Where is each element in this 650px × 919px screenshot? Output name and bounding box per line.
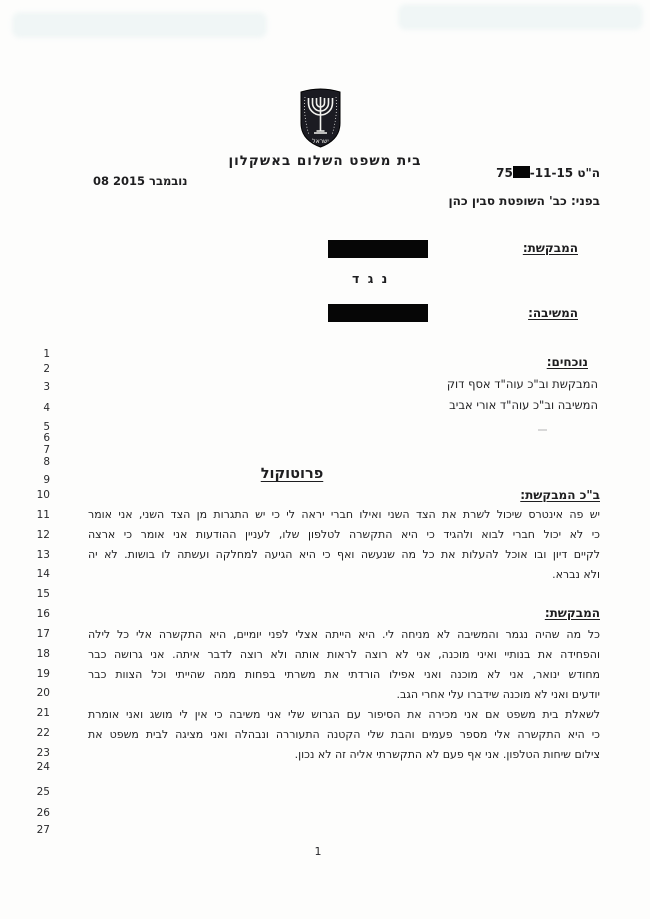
margin-line-number: 8: [43, 456, 50, 468]
judge-line: בפני: כב' השופטת סבין כהן: [448, 194, 600, 208]
attendees-list: [447, 374, 598, 416]
case-number-end: -11-15: [529, 166, 574, 180]
margin-line-number: 10: [36, 489, 50, 501]
margin-line-number: 15: [36, 588, 50, 600]
protocol-text-line: יודעים ואני לא מוכנה שידברו עלי אחרי הגב.: [396, 688, 600, 701]
margin-line-number: 16: [36, 608, 50, 620]
margin-line-number: 14: [36, 568, 50, 580]
protocol-text-line: צילום שיחות הטלפון. אני אף פעם לא התקשרתי אליה זה לא נכון.: [294, 748, 600, 761]
protocol-text-line: כי לא יכול חברי לבוא ולהגיד כי היא התקשרה לטלפון שלו, לעניין ההודעות אני אומר כי ארצה: [88, 528, 600, 541]
margin-line-number: 26: [36, 807, 50, 819]
margin-line-number: 4: [43, 402, 50, 414]
margin-line-number: 12: [36, 529, 50, 541]
attendees-heading: נוכחים:: [546, 355, 588, 369]
scan-artifact-dash: [538, 429, 547, 431]
margin-line-number: 1: [43, 348, 50, 360]
margin-line-number: 7: [43, 444, 50, 456]
applicant-statement-paragraph-2: [88, 705, 600, 765]
attendee-line: המשיבה וב"כ עוה"ד אורי אביב: [449, 398, 598, 412]
margin-line-number: 3: [43, 381, 50, 393]
margin-line-number: 21: [36, 707, 50, 719]
page-number: 1: [314, 845, 322, 858]
attendee-line: המבקשת וב"כ עוה"ד אסף דוק: [446, 377, 598, 391]
case-number-line: [496, 166, 600, 180]
margin-line-numbers: [0, 0, 50, 919]
margin-line-number: 27: [36, 824, 50, 836]
respondent-name-redaction-box: [328, 304, 428, 322]
margin-line-number: 18: [36, 648, 50, 660]
margin-line-number: 2: [43, 363, 50, 375]
margin-line-number: 20: [36, 687, 50, 699]
case-number-redaction: [513, 166, 530, 178]
protocol-text-line: כי היא התקשרה אלי מספר פעמים והבת שלי הקטנה התעוררה ונבהלה ואני מציגה לבית משפט את: [88, 728, 600, 741]
court-name: בית משפט השלום באשקלון: [228, 153, 422, 169]
protocol-text-line: ולא נברא.: [552, 568, 600, 581]
scan-smudge-top-left: [12, 12, 267, 38]
protocol-text-line: לשאלת בית משפט אם אני מכירה את הסיפור עם הגרוש שלי אני משיבה כי אין לי מושג ואני אומרת: [88, 708, 600, 721]
applicant-statement-paragraph-1: [88, 625, 600, 705]
protocol-title: פרוטוקול: [260, 466, 324, 482]
svg-text:ישראל: ישראל: [312, 138, 329, 145]
israel-state-emblem-icon: [299, 85, 342, 153]
margin-line-number: 24: [36, 761, 50, 773]
counsel-for-applicant-heading: ב"כ המבקשת:: [520, 488, 600, 502]
protocol-text-line: והפחידה את בנותיי ואיני מוכנה, אני לא רוצה לראות אותה ולא רוצה לדבר איתה. אני גרושה כבר: [88, 648, 600, 661]
margin-line-number: 19: [36, 668, 50, 680]
margin-line-number: 11: [36, 509, 50, 521]
counsel-statement-paragraph: [88, 505, 600, 585]
versus-label: נ ג ד: [352, 271, 390, 286]
protocol-text-line: לקיים דיון ובו אוכל להעלות את כל מה שנעשה ואף כי היא הגיעה למחלקה ועשתה לו בושות. לא יה: [88, 548, 600, 561]
applicant-statement-heading: המבקשת:: [544, 606, 600, 620]
margin-line-number: 9: [43, 474, 50, 486]
respondent-label: המשיבה:: [528, 306, 578, 320]
margin-line-number: 22: [36, 727, 50, 739]
applicant-name-redaction-box: [328, 240, 428, 258]
protocol-text-line: מחודש ינואר, אני לא מוכנה ואני אפילו הורדתי את משרתי בפחות ממה שהייתי וכל הצוות כבר: [88, 668, 600, 681]
hearing-date: 08 נובמבר 2015: [93, 174, 188, 188]
margin-line-number: 13: [36, 549, 50, 561]
protocol-text-line: כל מה שהיה נגמר והמשיבה לא מניחה לי. היא הייתה אצלי לפני יומיים, היא התקשרה אלי כל לילה: [88, 628, 600, 641]
margin-line-number: 25: [36, 786, 50, 798]
applicant-label: המבקשת:: [522, 241, 578, 255]
margin-line-number: 6: [43, 432, 50, 444]
case-number-start: 75: [496, 166, 513, 180]
margin-line-number: 17: [36, 628, 50, 640]
protocol-text-line: יש פה אינטרס שיכול לשרת את הצד השני ואילו חברי יראה לי כי יש התגרות מן הצד השני, אני אומר: [88, 508, 600, 521]
case-number: [496, 166, 573, 180]
margin-line-number: 23: [36, 747, 50, 759]
margin-line-number: 5: [43, 421, 50, 433]
scan-smudge-top-right: [398, 4, 643, 30]
case-prefix: ה"ט: [577, 166, 600, 180]
